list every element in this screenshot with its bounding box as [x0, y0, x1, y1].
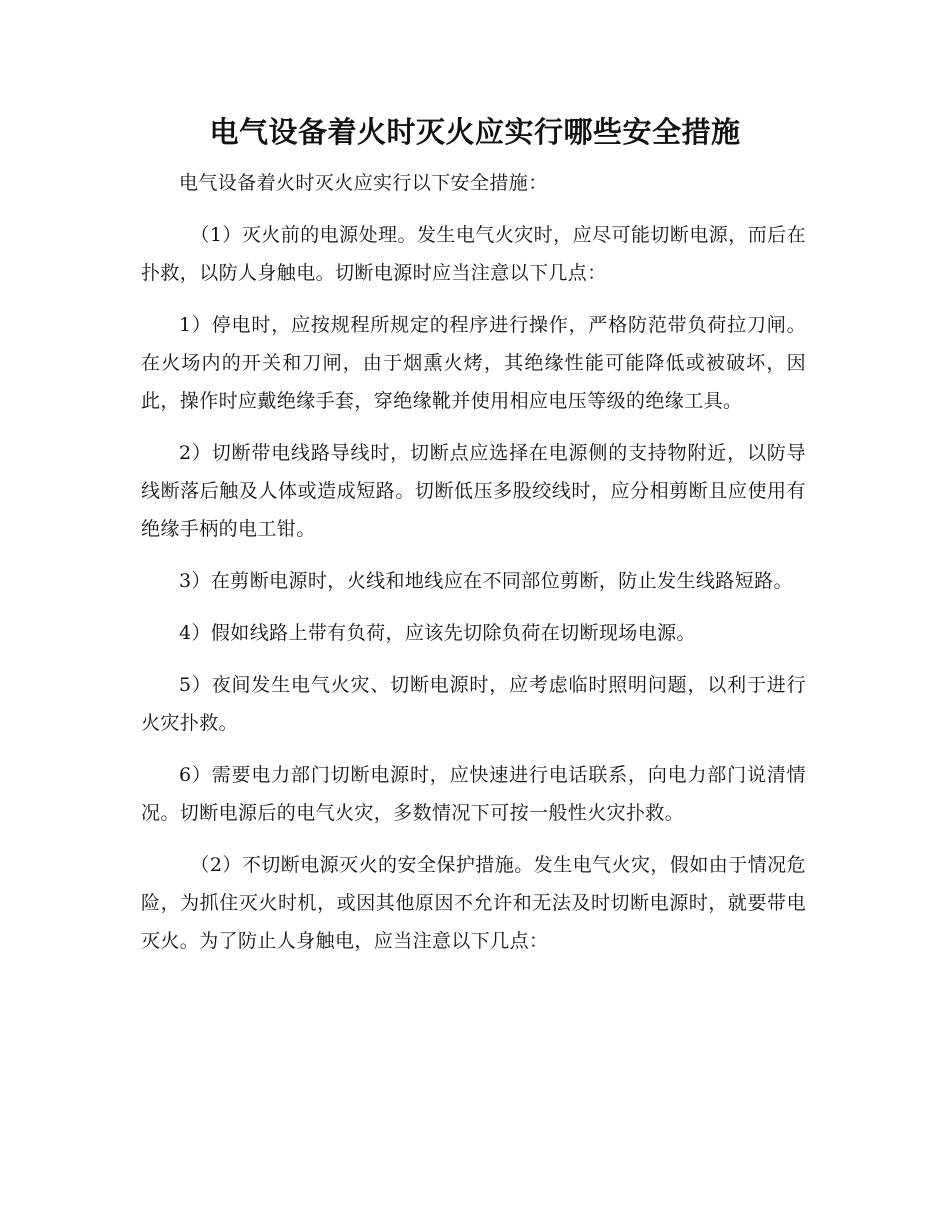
item-6-paragraph: 6）需要电力部门切断电源时，应快速进行电话联系，向电力部门说清情况。切断电源后的电气火灾，多数情况下可按一般性火灾扑救。 — [141, 764, 806, 824]
item-4-paragraph: 4）假如线路上带有负荷，应该先切除负荷在切断现场电源。 — [179, 622, 696, 644]
item-5-paragraph: 5）夜间发生电气火灾、切断电源时，应考虑临时照明问题，以利于进行火灾扑救。 — [141, 674, 806, 734]
item-3-paragraph: 3）在剪断电源时，火线和地线应在不同部位剪断，防止发生线路短路。 — [179, 570, 793, 592]
item-2-paragraph: 2）切断带电线路导线时，切断点应选择在电源侧的支持物附近，以防导线断落后触及人体或造成短路。切断低压多股绞线时，应分相剪断且应使用有绝缘手柄的电工钳。 — [141, 442, 806, 540]
document-title: 电气设备着火时灭火应实行哪些安全措施 — [209, 115, 741, 149]
section-1-paragraph: （1）灭火前的电源处理。发生电气火灾时，应尽可能切断电源，而后在扑救，以防人身触电。切断电源时应当注意以下几点： — [141, 224, 806, 284]
item-1-paragraph: 1）停电时，应按规程所规定的程序进行操作，严格防范带负荷拉刀闸。在火场内的开关和刀闸，由于烟熏火烤，其绝缘性能可能降低或被破坏，因此，操作时应戴绝缘手套，穿绝缘靴并使用相应电压等级的绝缘工具。 — [141, 314, 806, 412]
document-body — [141, 164, 806, 974]
intro-paragraph: 电气设备着火时灭火应实行以下安全措施： — [179, 172, 548, 194]
section-2-paragraph: （2）不切断电源灭火的安全保护措施。发生电气火灾，假如由于情况危险，为抓住灭火时机，或因其他原因不允许和无法及时切断电源时，就要带电灭火。为了防止人身触电，应当注意以下几点： — [141, 854, 806, 952]
